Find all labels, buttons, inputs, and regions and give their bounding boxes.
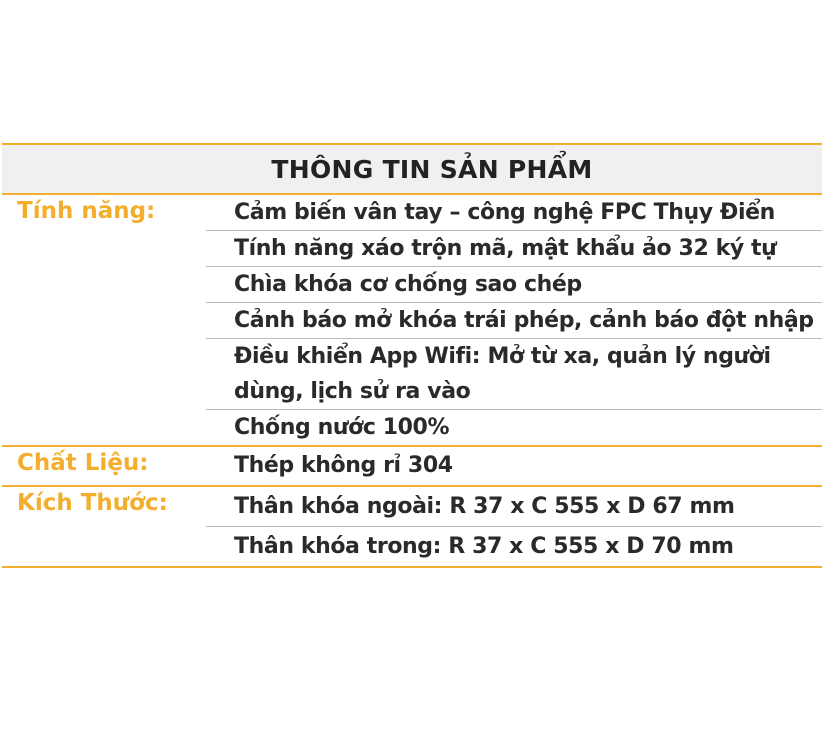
material-item: Thép không rỉ 304 (234, 453, 453, 478)
product-info-table (2, 143, 822, 568)
feature-item-wifi-line2: dùng, lịch sử ra vào (234, 379, 471, 404)
dimension-item: Thân khóa trong: R 37 x C 555 x D 70 mm (234, 534, 734, 559)
dimension-item: Thân khóa ngoài: R 37 x C 555 x D 67 mm (206, 487, 822, 527)
feature-item-wifi-line1: Điều khiển App Wifi: Mở từ xa, quản lý người (234, 344, 771, 369)
feature-item: Cảnh báo mở khóa trái phép, cảnh báo đột nhập (206, 303, 822, 339)
dimensions-values (206, 487, 822, 566)
section-dimensions (2, 487, 822, 568)
section-features (2, 195, 822, 447)
material-values (206, 447, 822, 485)
features-label: Tính năng: (17, 198, 156, 224)
feature-item: Cảm biến vân tay – công nghệ FPC Thụy Điển (206, 195, 822, 231)
feature-item: Tính năng xáo trộn mã, mật khẩu ảo 32 ký tự (206, 231, 822, 267)
material-label: Chất Liệu: (17, 450, 149, 476)
features-values (206, 195, 822, 445)
table-title: THÔNG TIN SẢN PHẨM (2, 143, 822, 195)
feature-item: Chống nước 100% (234, 415, 450, 440)
dimensions-label: Kích Thước: (17, 490, 168, 516)
feature-item-wifi (206, 339, 822, 410)
feature-item: Chìa khóa cơ chống sao chép (206, 267, 822, 303)
section-material (2, 447, 822, 487)
